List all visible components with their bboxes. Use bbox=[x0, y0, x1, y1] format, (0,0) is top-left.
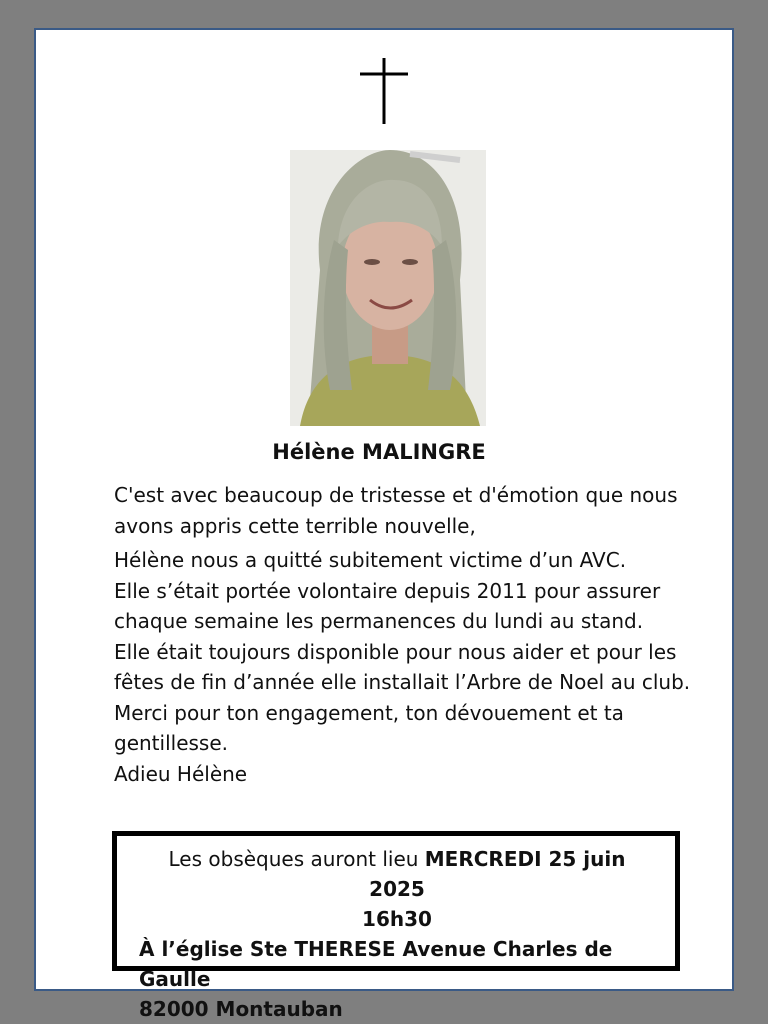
intro-paragraph: C'est avec beaucoup de tristesse et d'émotion que nous avons appris cette terrible nouvelle, bbox=[114, 483, 678, 538]
funeral-time-line bbox=[139, 904, 655, 934]
cross-icon bbox=[356, 54, 412, 126]
funeral-date-line bbox=[139, 844, 655, 904]
body-line: Elle était toujours disponible pour nous aider et pour les fêtes de fin d’année elle installait l’Arbre de Noel au club. bbox=[114, 639, 691, 694]
portrait-photo bbox=[290, 150, 486, 426]
funeral-place: À l’église Ste THERESE Avenue Charles de Gaulle bbox=[139, 937, 613, 991]
funeral-city-line bbox=[139, 994, 655, 1024]
body-line: Adieu Hélène bbox=[114, 761, 248, 786]
funeral-time: 16h30 bbox=[362, 907, 432, 931]
funeral-lead-text: Les obsèques auront lieu bbox=[168, 847, 425, 871]
tribute-text bbox=[114, 480, 714, 789]
obituary-card bbox=[34, 28, 734, 1021]
body-line: Elle s’était portée volontaire depuis 2011 pour assurer chaque semaine les permanences du lundi au stand. bbox=[114, 578, 661, 633]
funeral-date: MERCREDI 25 juin 2025 bbox=[369, 847, 626, 901]
body-line: Merci pour ton engagement, ton dévouement et ta gentillesse. bbox=[114, 700, 624, 755]
funeral-place-line bbox=[139, 934, 655, 994]
funeral-notice-box bbox=[112, 831, 680, 1021]
deceased-name: Hélène MALINGRE bbox=[272, 440, 486, 464]
body-line: Hélène nous a quitté subitement victime d’un AVC. bbox=[114, 548, 627, 572]
funeral-city: 82000 Montauban bbox=[139, 997, 343, 1021]
